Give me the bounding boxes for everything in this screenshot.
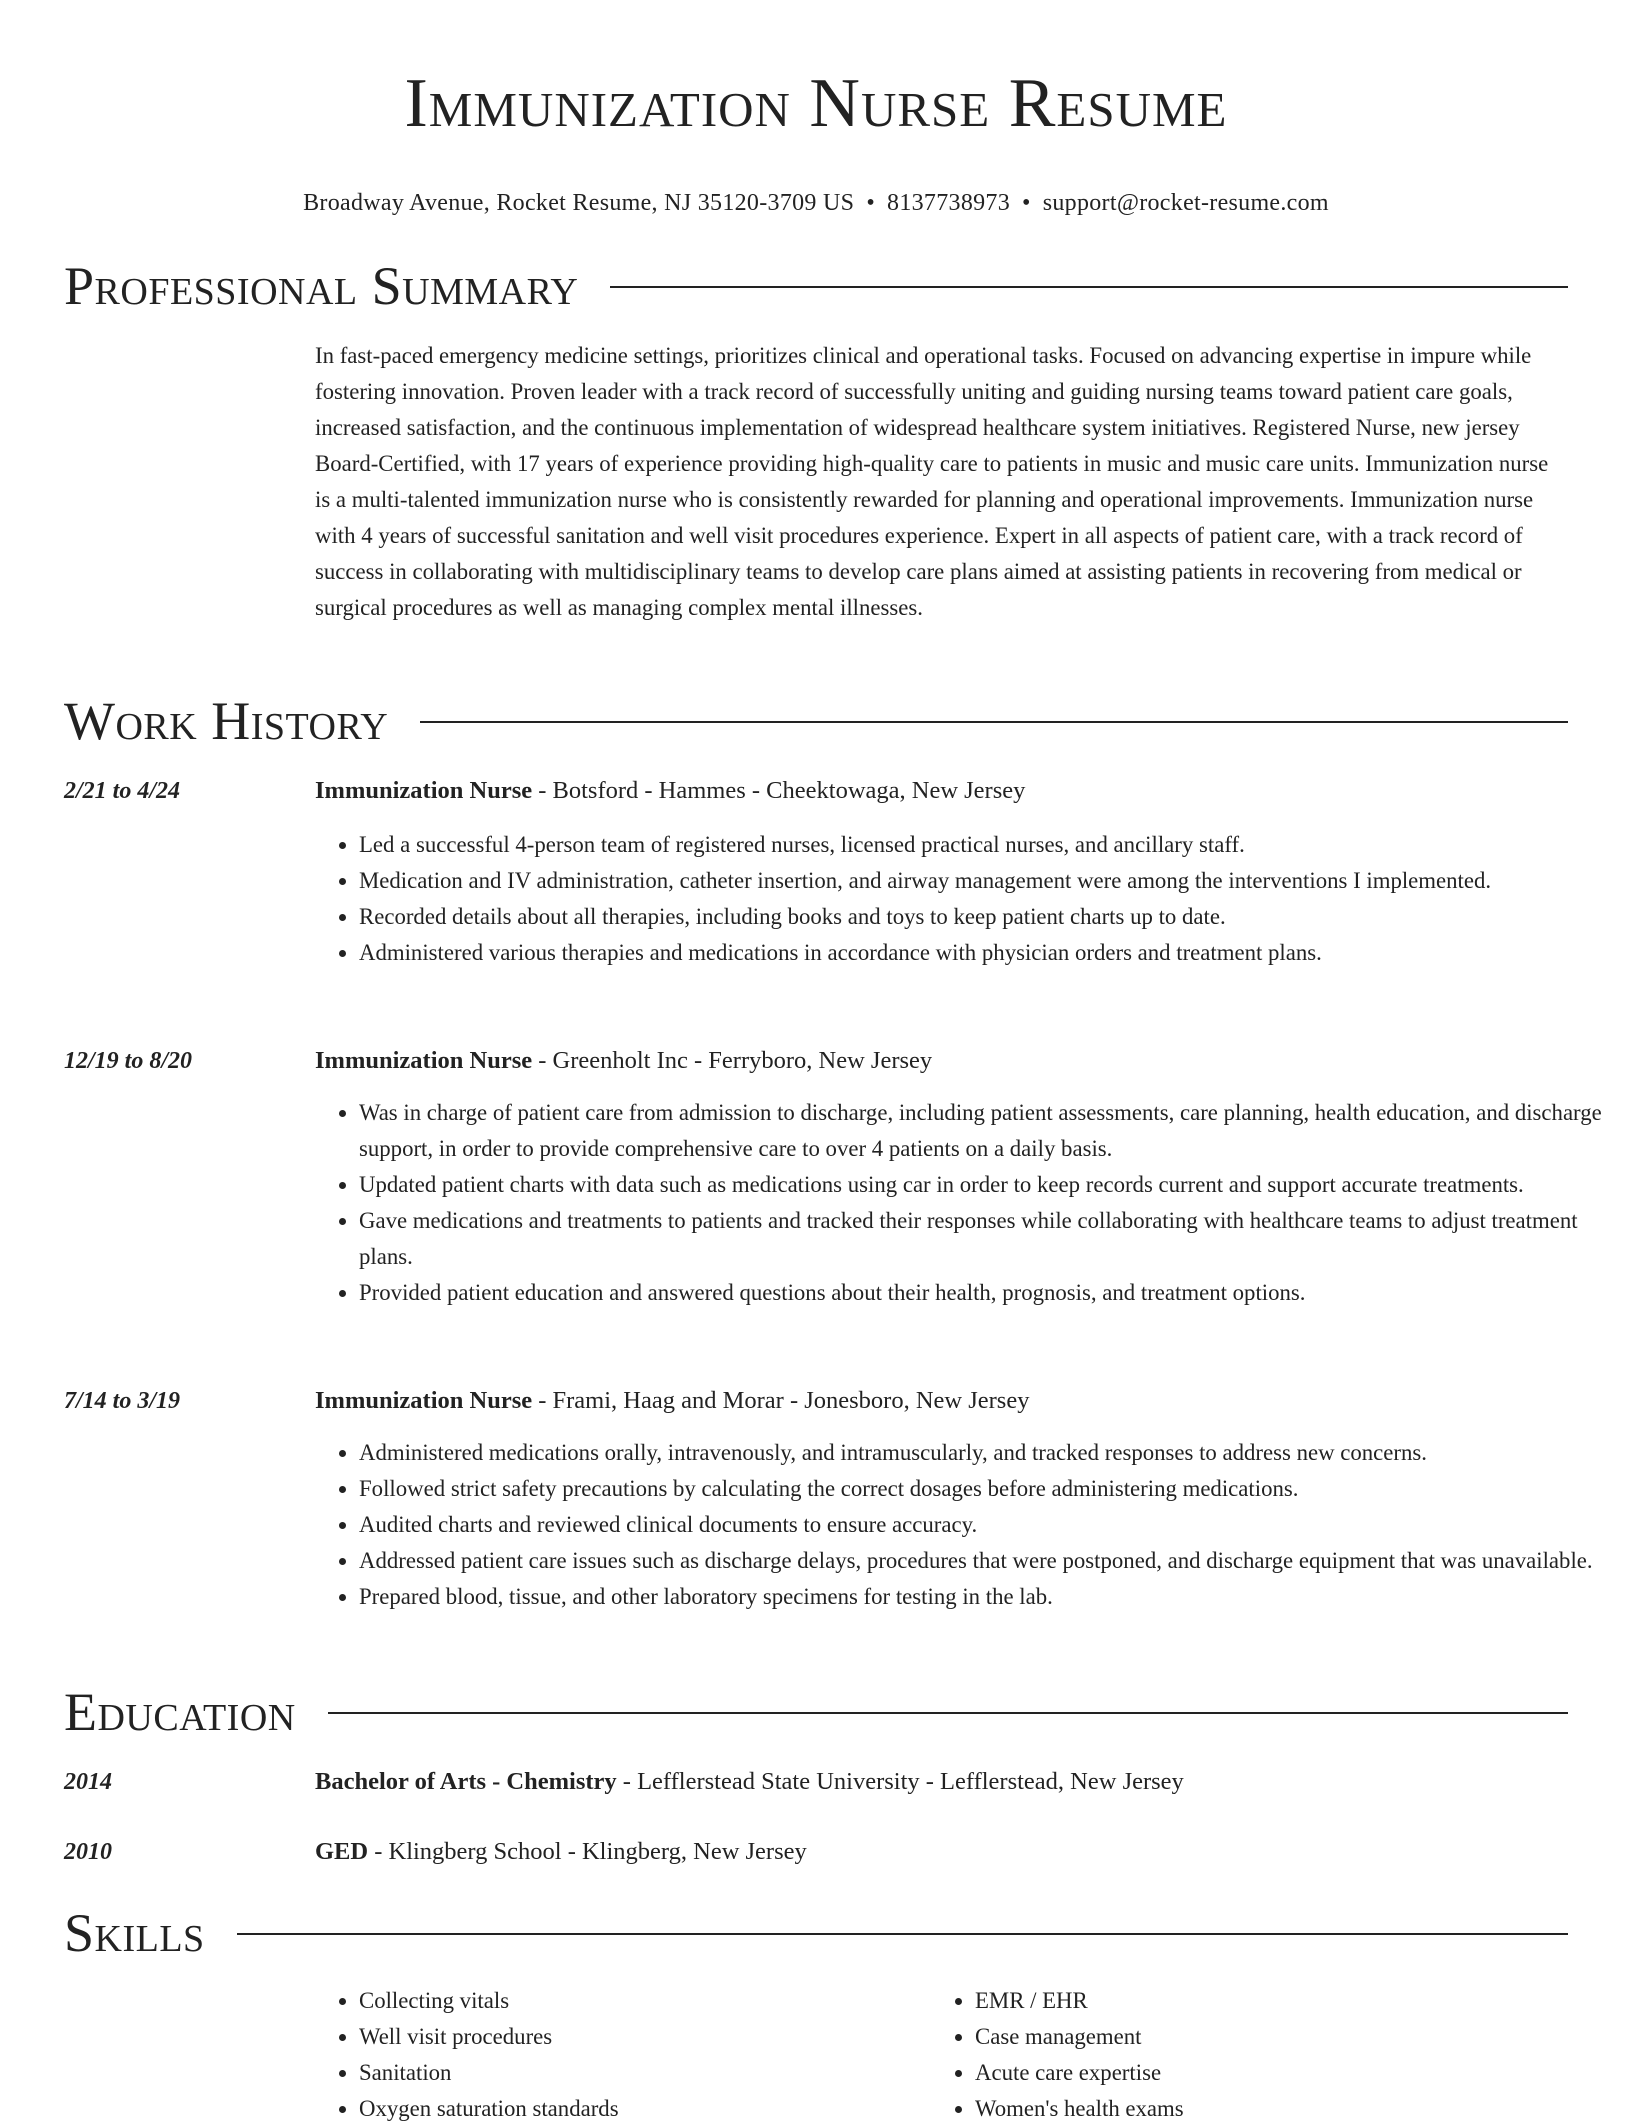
job-employer: - Frami, Haag and Morar - Jonesboro, New Jersey	[532, 1387, 1030, 1414]
summary-text: In fast-paced emergency medicine settings, prioritizes clinical and operational tasks. Focused on advancing expertise in impure while fostering innovation. Proven leader with a track record of successfully uniting and guiding nursing teams toward patient care goals, increased satisfaction, and the continuous implementation of widespread healthcare system initiatives. Registered Nurse, new jersey Board-Certified, with 17 years of experience providing high-quality care to patients in music and music care units. Immunization nurse is a multi-talented immunization nurse who is consistently rewarded for planning and operational improvements. Immunization nurse with 4 years of successful sanitation and well visit procedures experience. Expert in all aspects of patient care, with a track record of success in collaborating with multidisciplinary teams to develop care plans aimed at assisting patients in recovering from medical or surgical procedures as well as managing complex mental illnesses.	[315, 343, 1549, 620]
education-line	[315, 1766, 1184, 1798]
skill-item: • Collecting vitals	[359, 1983, 919, 2019]
job-dates: 12/19 to 8/20	[64, 1048, 193, 1074]
skill-item: • Sanitation	[359, 2055, 919, 2091]
job-title-line	[315, 775, 1025, 807]
contact-phone: 8137738973	[887, 190, 1011, 216]
summary-section-header	[64, 256, 1568, 316]
skills-list-left	[315, 1983, 919, 2127]
job-bullet: • Gave medications and treatments to patients and tracked their responses while collaborating with healthcare teams to adjust treatment plans.	[359, 1203, 1612, 1275]
job-bullets	[315, 1435, 1612, 1615]
education-year: 2010	[64, 1839, 112, 1865]
job-bullet: • Addressed patient care issues such as discharge delays, procedures that were postponed, and discharge equipment that was unavailable.	[359, 1543, 1612, 1579]
education-section-header	[64, 1682, 1568, 1742]
job-bullet: • Medication and IV administration, catheter insertion, and airway management were among the interventions I implemented.	[359, 863, 1612, 899]
job-bullets	[315, 827, 1612, 971]
job-dates: 7/14 to 3/19	[64, 1388, 181, 1414]
job-title-line	[315, 1385, 1029, 1417]
job-title: Immunization Nurse	[315, 1047, 533, 1074]
job-bullet: • Administered medications orally, intravenously, and intramuscularly, and tracked responses to address new concerns.	[359, 1435, 1612, 1471]
section-divider	[420, 721, 1568, 723]
education-school: - Lefflerstead State University - Lefflerstead, New Jersey	[616, 1768, 1184, 1795]
contact-email: support@rocket-resume.com	[1042, 190, 1329, 216]
job-bullet: • Led a successful 4-person team of registered nurses, licensed practical nurses, and ancillary staff.	[359, 827, 1612, 863]
contact-address: Broadway Avenue, Rocket Resume, NJ 35120-3709 US	[303, 190, 855, 216]
section-divider	[237, 1933, 1568, 1935]
job-title: Immunization Nurse	[315, 1387, 533, 1414]
job-employer: - Botsford - Hammes - Cheektowaga, New Jersey	[532, 777, 1026, 804]
skills-list-right	[931, 1983, 1575, 2127]
job-employer: - Greenholt Inc - Ferryboro, New Jersey	[532, 1047, 933, 1074]
skill-item: • Case management	[975, 2019, 1575, 2055]
skills-heading: Skills	[64, 1903, 205, 1963]
job-title: Immunization Nurse	[315, 777, 533, 804]
contact-separator: •	[866, 190, 876, 216]
job-bullet: • Administered various therapies and medications in accordance with physician orders and treatment plans.	[359, 935, 1612, 971]
skill-item: • Oxygen saturation standards	[359, 2091, 919, 2127]
education-year: 2014	[64, 1769, 112, 1795]
work-heading: Work History	[64, 691, 389, 751]
education-degree: GED	[315, 1838, 369, 1865]
job-title-line	[315, 1045, 932, 1077]
section-divider	[610, 286, 1568, 288]
job-bullet: • Followed strict safety precautions by calculating the correct dosages before administering medications.	[359, 1471, 1612, 1507]
section-divider	[328, 1712, 1568, 1714]
job-bullet: • Provided patient education and answered questions about their health, prognosis, and treatment options.	[359, 1275, 1612, 1311]
resume-title: Immunization Nurse Resume	[404, 65, 1228, 142]
resume-page	[64, 0, 1602, 2121]
job-bullet: • Prepared blood, tissue, and other laboratory specimens for testing in the lab.	[359, 1579, 1612, 1615]
job-bullet: • Updated patient charts with data such as medications using car in order to keep records current and support accurate treatments.	[359, 1167, 1612, 1203]
education-heading: Education	[64, 1682, 296, 1742]
skill-item: • Women's health exams	[975, 2091, 1575, 2127]
job-bullets	[315, 1095, 1612, 1311]
job-bullet: • Was in charge of patient care from admission to discharge, including patient assessments, care planning, health education, and discharge support, in order to provide comprehensive care to over 4 patients on a daily basis.	[359, 1095, 1612, 1167]
work-section-header	[64, 691, 1568, 751]
skills-section-header	[64, 1903, 1568, 1963]
contact-separator: •	[1022, 190, 1031, 216]
skill-item: • EMR / EHR	[975, 1983, 1575, 2019]
skill-item: • Acute care expertise	[975, 2055, 1575, 2091]
contact-line	[64, 188, 1568, 218]
job-bullet: • Audited charts and reviewed clinical documents to ensure accuracy.	[359, 1507, 1612, 1543]
education-degree: Bachelor of Arts - Chemistry	[315, 1768, 617, 1795]
job-dates: 2/21 to 4/24	[64, 778, 181, 804]
job-bullet: • Recorded details about all therapies, including books and toys to keep patient charts up to date.	[359, 899, 1612, 935]
education-school: - Klingberg School - Klingberg, New Jersey	[368, 1838, 807, 1865]
education-line	[315, 1836, 807, 1868]
skill-item: • Well visit procedures	[359, 2019, 919, 2055]
summary-heading: Professional Summary	[64, 256, 579, 316]
